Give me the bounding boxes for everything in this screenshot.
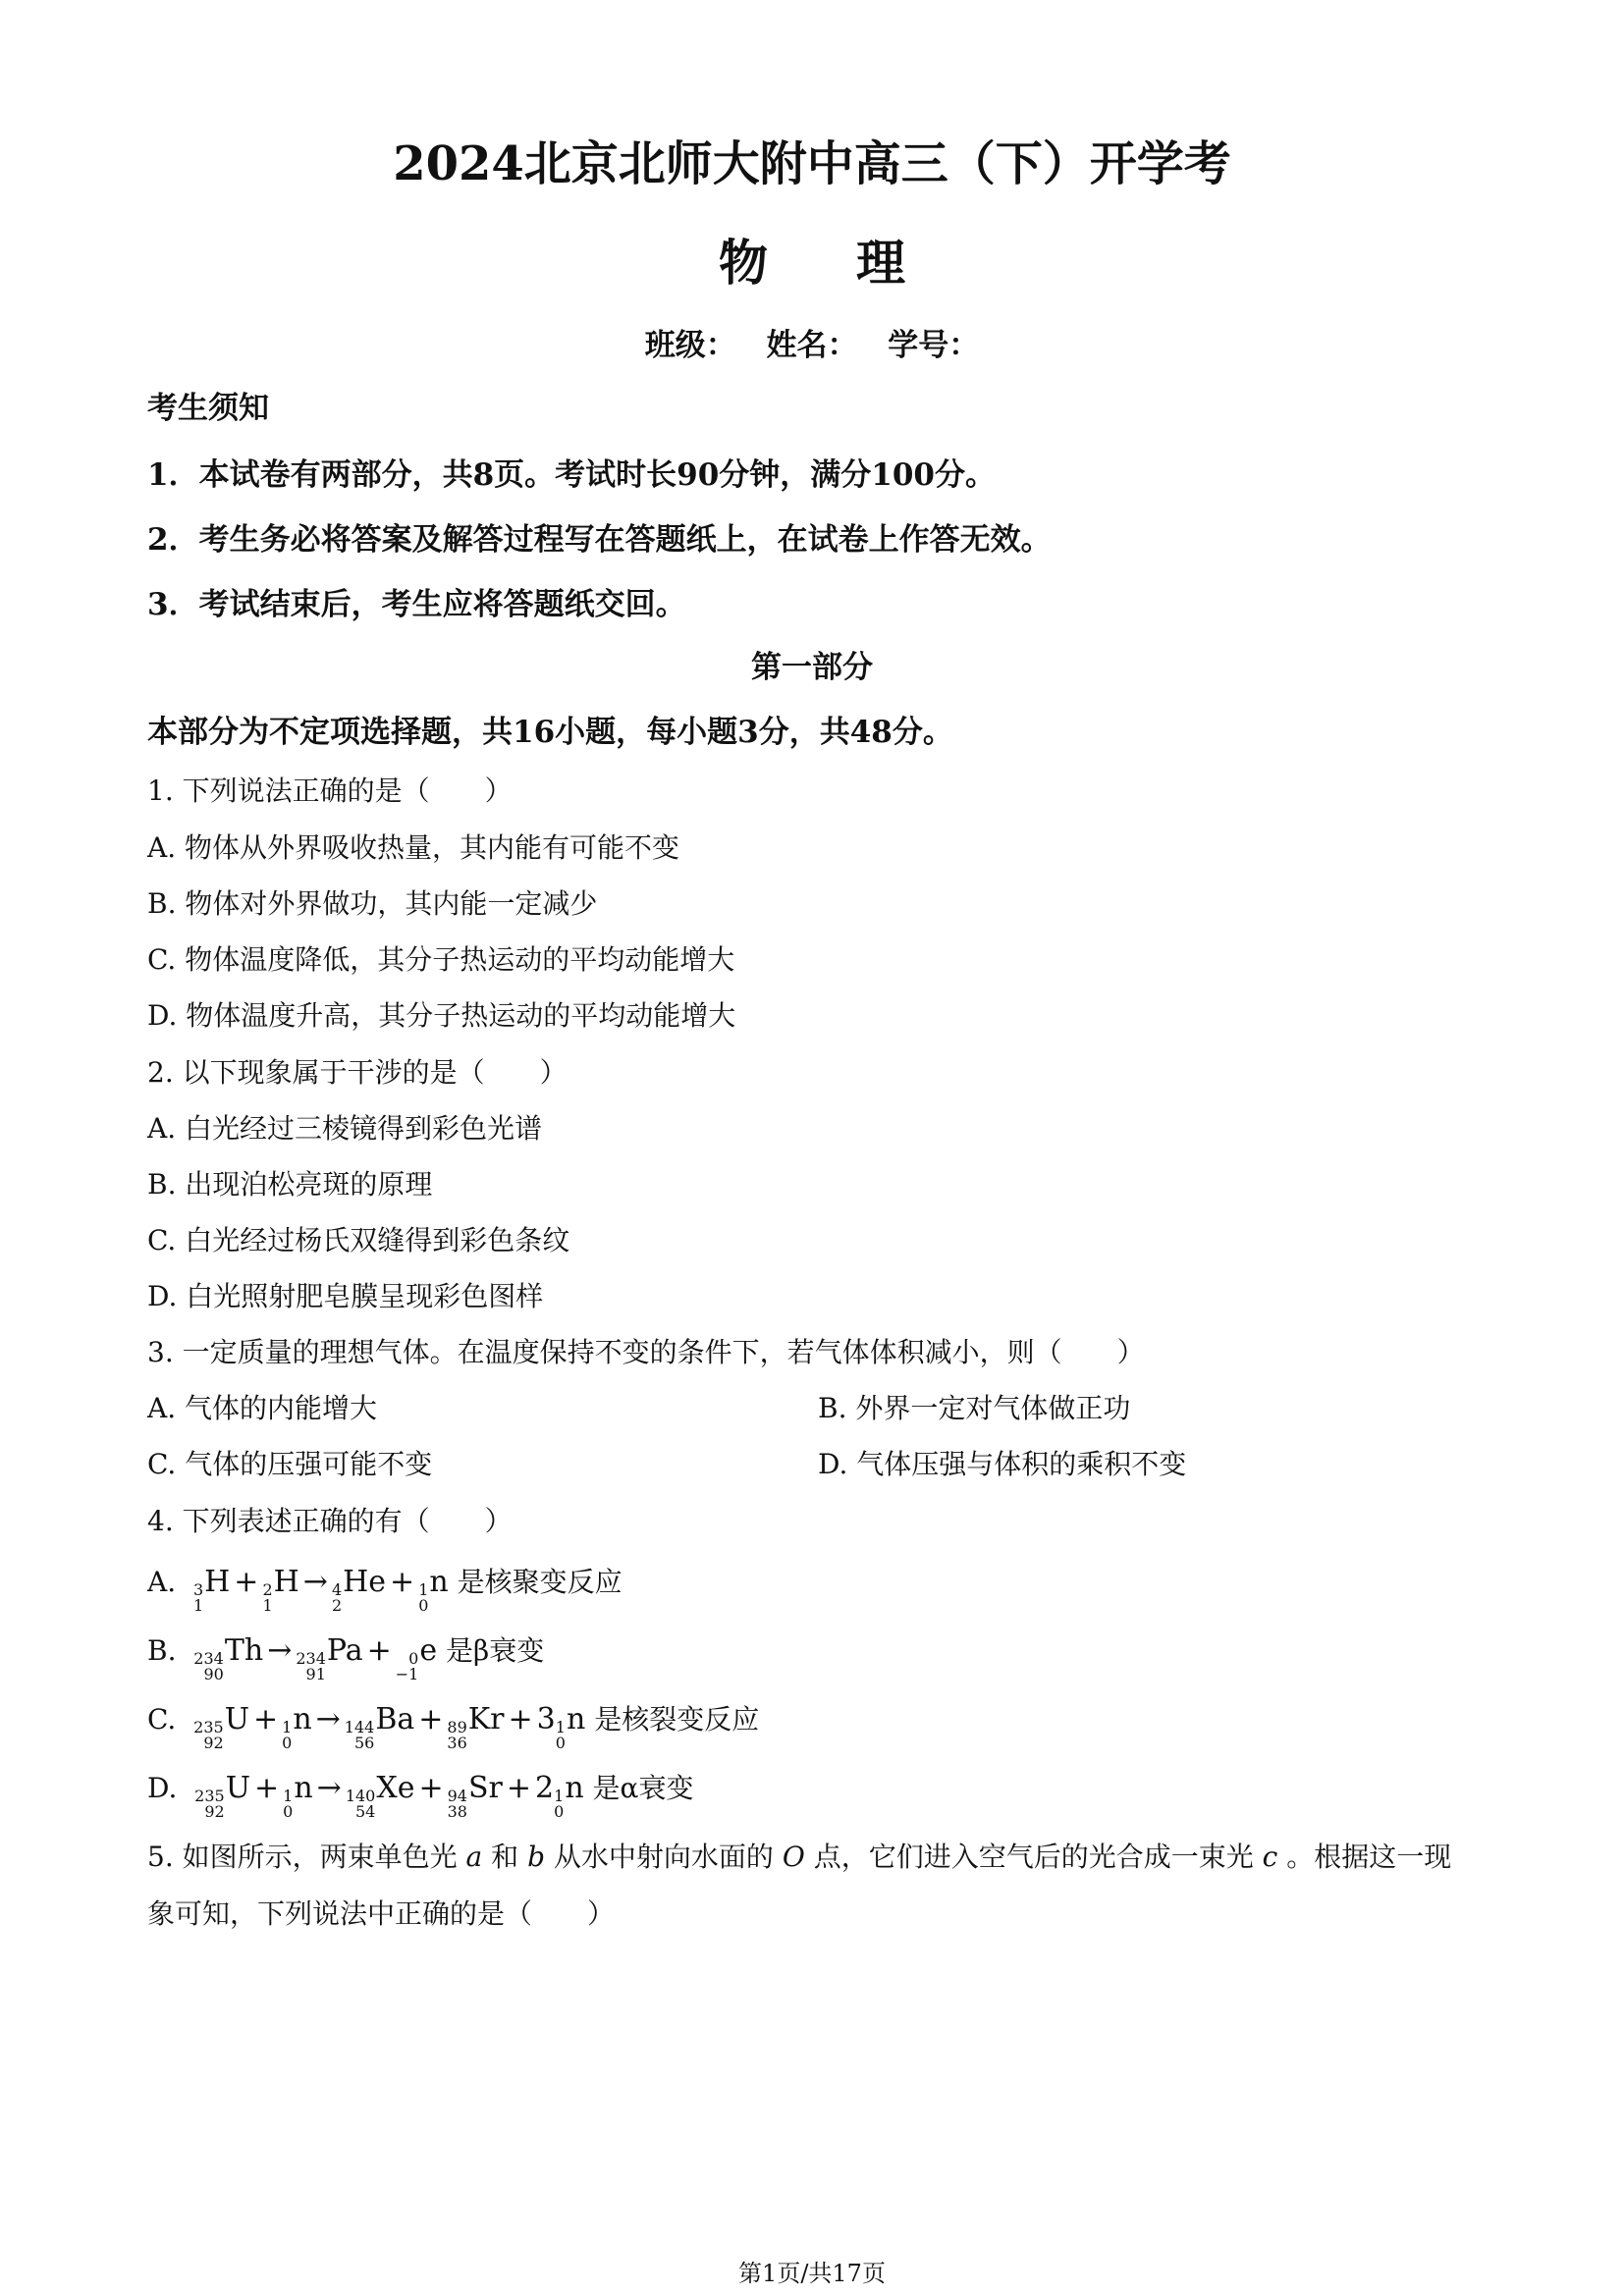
- notice-item-3: 3．考试结束后，考生应将答题纸交回。: [147, 587, 686, 622]
- q5-text-2: 和: [491, 1841, 519, 1873]
- class-label: 班级：: [644, 328, 736, 363]
- q4-option-a: [147, 1561, 623, 1614]
- q4-option-d: [147, 1767, 693, 1820]
- q5-text-4: 点，它们进入空气后的光合成一束光: [813, 1841, 1254, 1873]
- q5-var-c: c: [1262, 1841, 1278, 1873]
- notice-heading: 考生须知: [147, 391, 269, 426]
- q3-option-d: D. 气体压强与体积的乘积不变: [818, 1448, 1187, 1480]
- q5-text-5: 。根据这一现: [1286, 1841, 1452, 1873]
- q3-option-b: B. 外界一定对气体做正功: [818, 1392, 1131, 1424]
- equation-a: 3 1 H + 2 1 H → 4 2 He + 1 0 n: [192, 1565, 449, 1615]
- q1-option-b: B. 物体对外界做功，其内能一定减少: [147, 887, 598, 920]
- q5-var-O: O: [782, 1841, 805, 1873]
- q4-label-c: C.: [147, 1703, 177, 1735]
- q5-stem-line2: 象可知，下列说法中正确的是（ ）: [147, 1897, 616, 1930]
- q4-tail-d: 是α衰变: [592, 1772, 694, 1804]
- notice-item-2: 2．考生务必将答案及解答过程写在答题纸上，在试卷上作答无效。: [147, 522, 1052, 558]
- q4-option-c: [147, 1698, 759, 1751]
- page-title: 2024北京北师大附中高三（下）开学考: [393, 136, 1231, 191]
- q3-stem: 3. 一定质量的理想气体。在温度保持不变的条件下，若气体体积减小，则（ ）: [147, 1336, 1145, 1368]
- q4-tail-b: 是β衰变: [446, 1634, 545, 1667]
- q3-option-c: C. 气体的压强可能不变: [147, 1448, 433, 1480]
- q5-stem-line1: [147, 1836, 1451, 1875]
- student-info-line: [0, 320, 1624, 364]
- q1-option-c: C. 物体温度降低，其分子热运动的平均动能增大: [147, 943, 735, 976]
- q4-label-b: B.: [147, 1634, 177, 1667]
- q4-stem: 4. 下列表述正确的有（ ）: [147, 1505, 513, 1537]
- q2-stem: 2. 以下现象属于干涉的是（ ）: [147, 1056, 568, 1089]
- page-footer: 第1页/共17页: [738, 2260, 886, 2287]
- q2-option-c: C. 白光经过杨氏双缝得到彩色条纹: [147, 1224, 570, 1256]
- q2-option-b: B. 出现泊松亮斑的原理: [147, 1168, 433, 1201]
- q5-var-a: a: [465, 1841, 483, 1873]
- q4-tail-a: 是核聚变反应: [457, 1566, 623, 1598]
- equation-c: 235 92 U + 1 0 n → 144 56 Ba + 89 36 Kr + 3 1 0 n: [193, 1702, 586, 1752]
- equation-b: 234 90 Th → 234 91 Pa + 0 −1 e: [193, 1633, 438, 1683]
- part1-heading: 第一部分: [751, 650, 873, 685]
- q5-text-1: 5. 如图所示，两束单色光: [147, 1841, 458, 1873]
- q1-option-d: D. 物体温度升高，其分子热运动的平均动能增大: [147, 999, 736, 1032]
- id-label: 学号：: [888, 328, 980, 363]
- q4-label-d: D.: [147, 1772, 178, 1804]
- q3-option-a: A. 气体的内能增大: [147, 1392, 378, 1424]
- q4-option-b: [147, 1629, 544, 1682]
- notice-item-1: 1．本试卷有两部分，共8页。考试时长90分钟，满分100分。: [147, 457, 996, 493]
- name-label: 姓名：: [766, 328, 858, 363]
- q2-option-d: D. 白光照射肥皂膜呈现彩色图样: [147, 1280, 544, 1312]
- q1-option-a: A. 物体从外界吸收热量，其内能有可能不变: [147, 831, 680, 864]
- q4-label-a: A.: [147, 1566, 177, 1598]
- q5-var-b: b: [527, 1841, 545, 1873]
- q1-stem: 1. 下列说法正确的是（ ）: [147, 774, 513, 807]
- part1-description: 本部分为不定项选择题，共16小题，每小题3分，共48分。: [147, 715, 953, 750]
- q5-text-3: 从水中射向水面的: [553, 1841, 774, 1873]
- equation-d: 235 92 U + 1 0 n → 140 54 Xe + 94 38 Sr + 2 1 0 n: [194, 1771, 584, 1821]
- q2-option-a: A. 白光经过三棱镜得到彩色光谱: [147, 1112, 543, 1145]
- q4-tail-c: 是核裂变反应: [594, 1703, 760, 1735]
- subject-title: 物理: [719, 234, 994, 292]
